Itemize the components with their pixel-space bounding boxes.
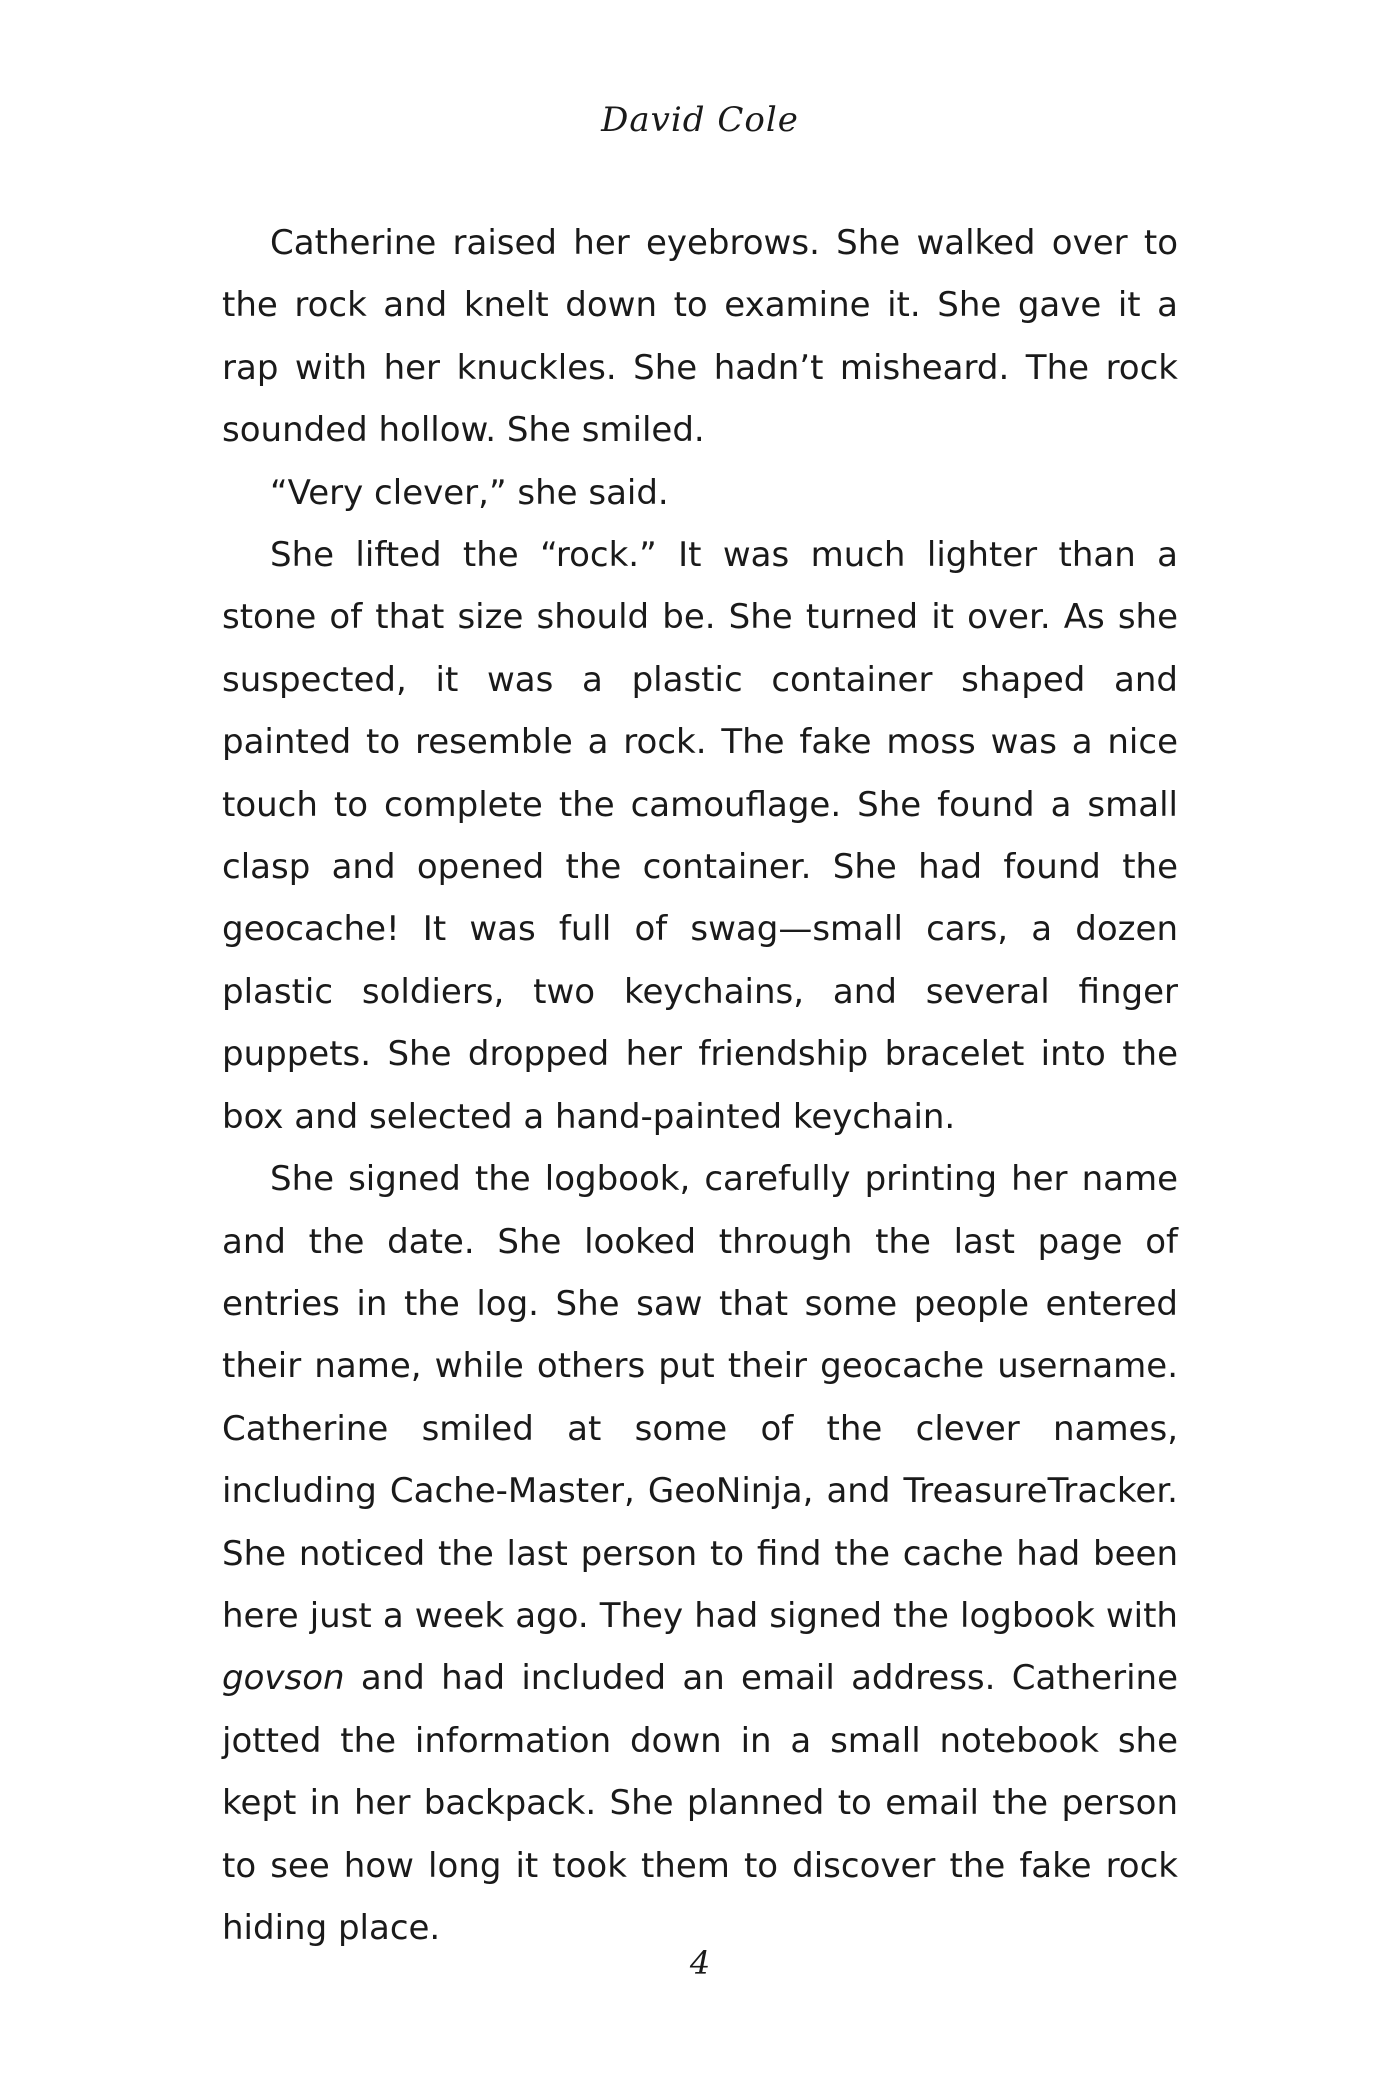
page-number: 4 xyxy=(689,1944,711,1982)
body-text xyxy=(222,212,1178,1959)
paragraph: Catherine raised her eyebrows. She walked over to the rock and knelt down to examine it. She gave it a rap with her knuckles. She hadn’t misheard. The rock sounded hollow. She smiled. xyxy=(222,223,1178,451)
paragraph: “Very clever,” she said. xyxy=(270,472,669,513)
paragraph: She lifted the “rock.” It was much lighter than a stone of that size should be. She turned it over. As she suspected, it was a plastic container shaped and painted to resemble a rock. The fake moss was a nice touch to complete the camouflage. She found a small clasp and opened the container. She had found the geocache! It was full of swag—small cars, a dozen plastic soldiers, two keychains, and several finger puppets. She dropped her friendship bracelet into the box and selected a hand-painted keychain. xyxy=(222,535,1178,1137)
italic-username: govson xyxy=(222,1658,345,1699)
running-head: David Cole xyxy=(601,100,799,140)
paragraph-text: and had included an email address. Catherine jotted the information down in a small notebook she kept in her backpack. She planned to email the person to see how long it took them to discover the fake rock hiding place. xyxy=(222,1658,1178,1948)
paragraph-text: She signed the logbook, carefully printing her name and the date. She looked through the last page of entries in the log. She saw that some people entered their name, while others put their geocache username. Catherine smiled at some of the clever names, including Cache-Master, GeoNinja, and TreasureTracker. She noticed the last person to find the cache had been here just a week ago. They had signed the logbook with xyxy=(222,1159,1178,1636)
paragraph xyxy=(222,1148,1178,1959)
